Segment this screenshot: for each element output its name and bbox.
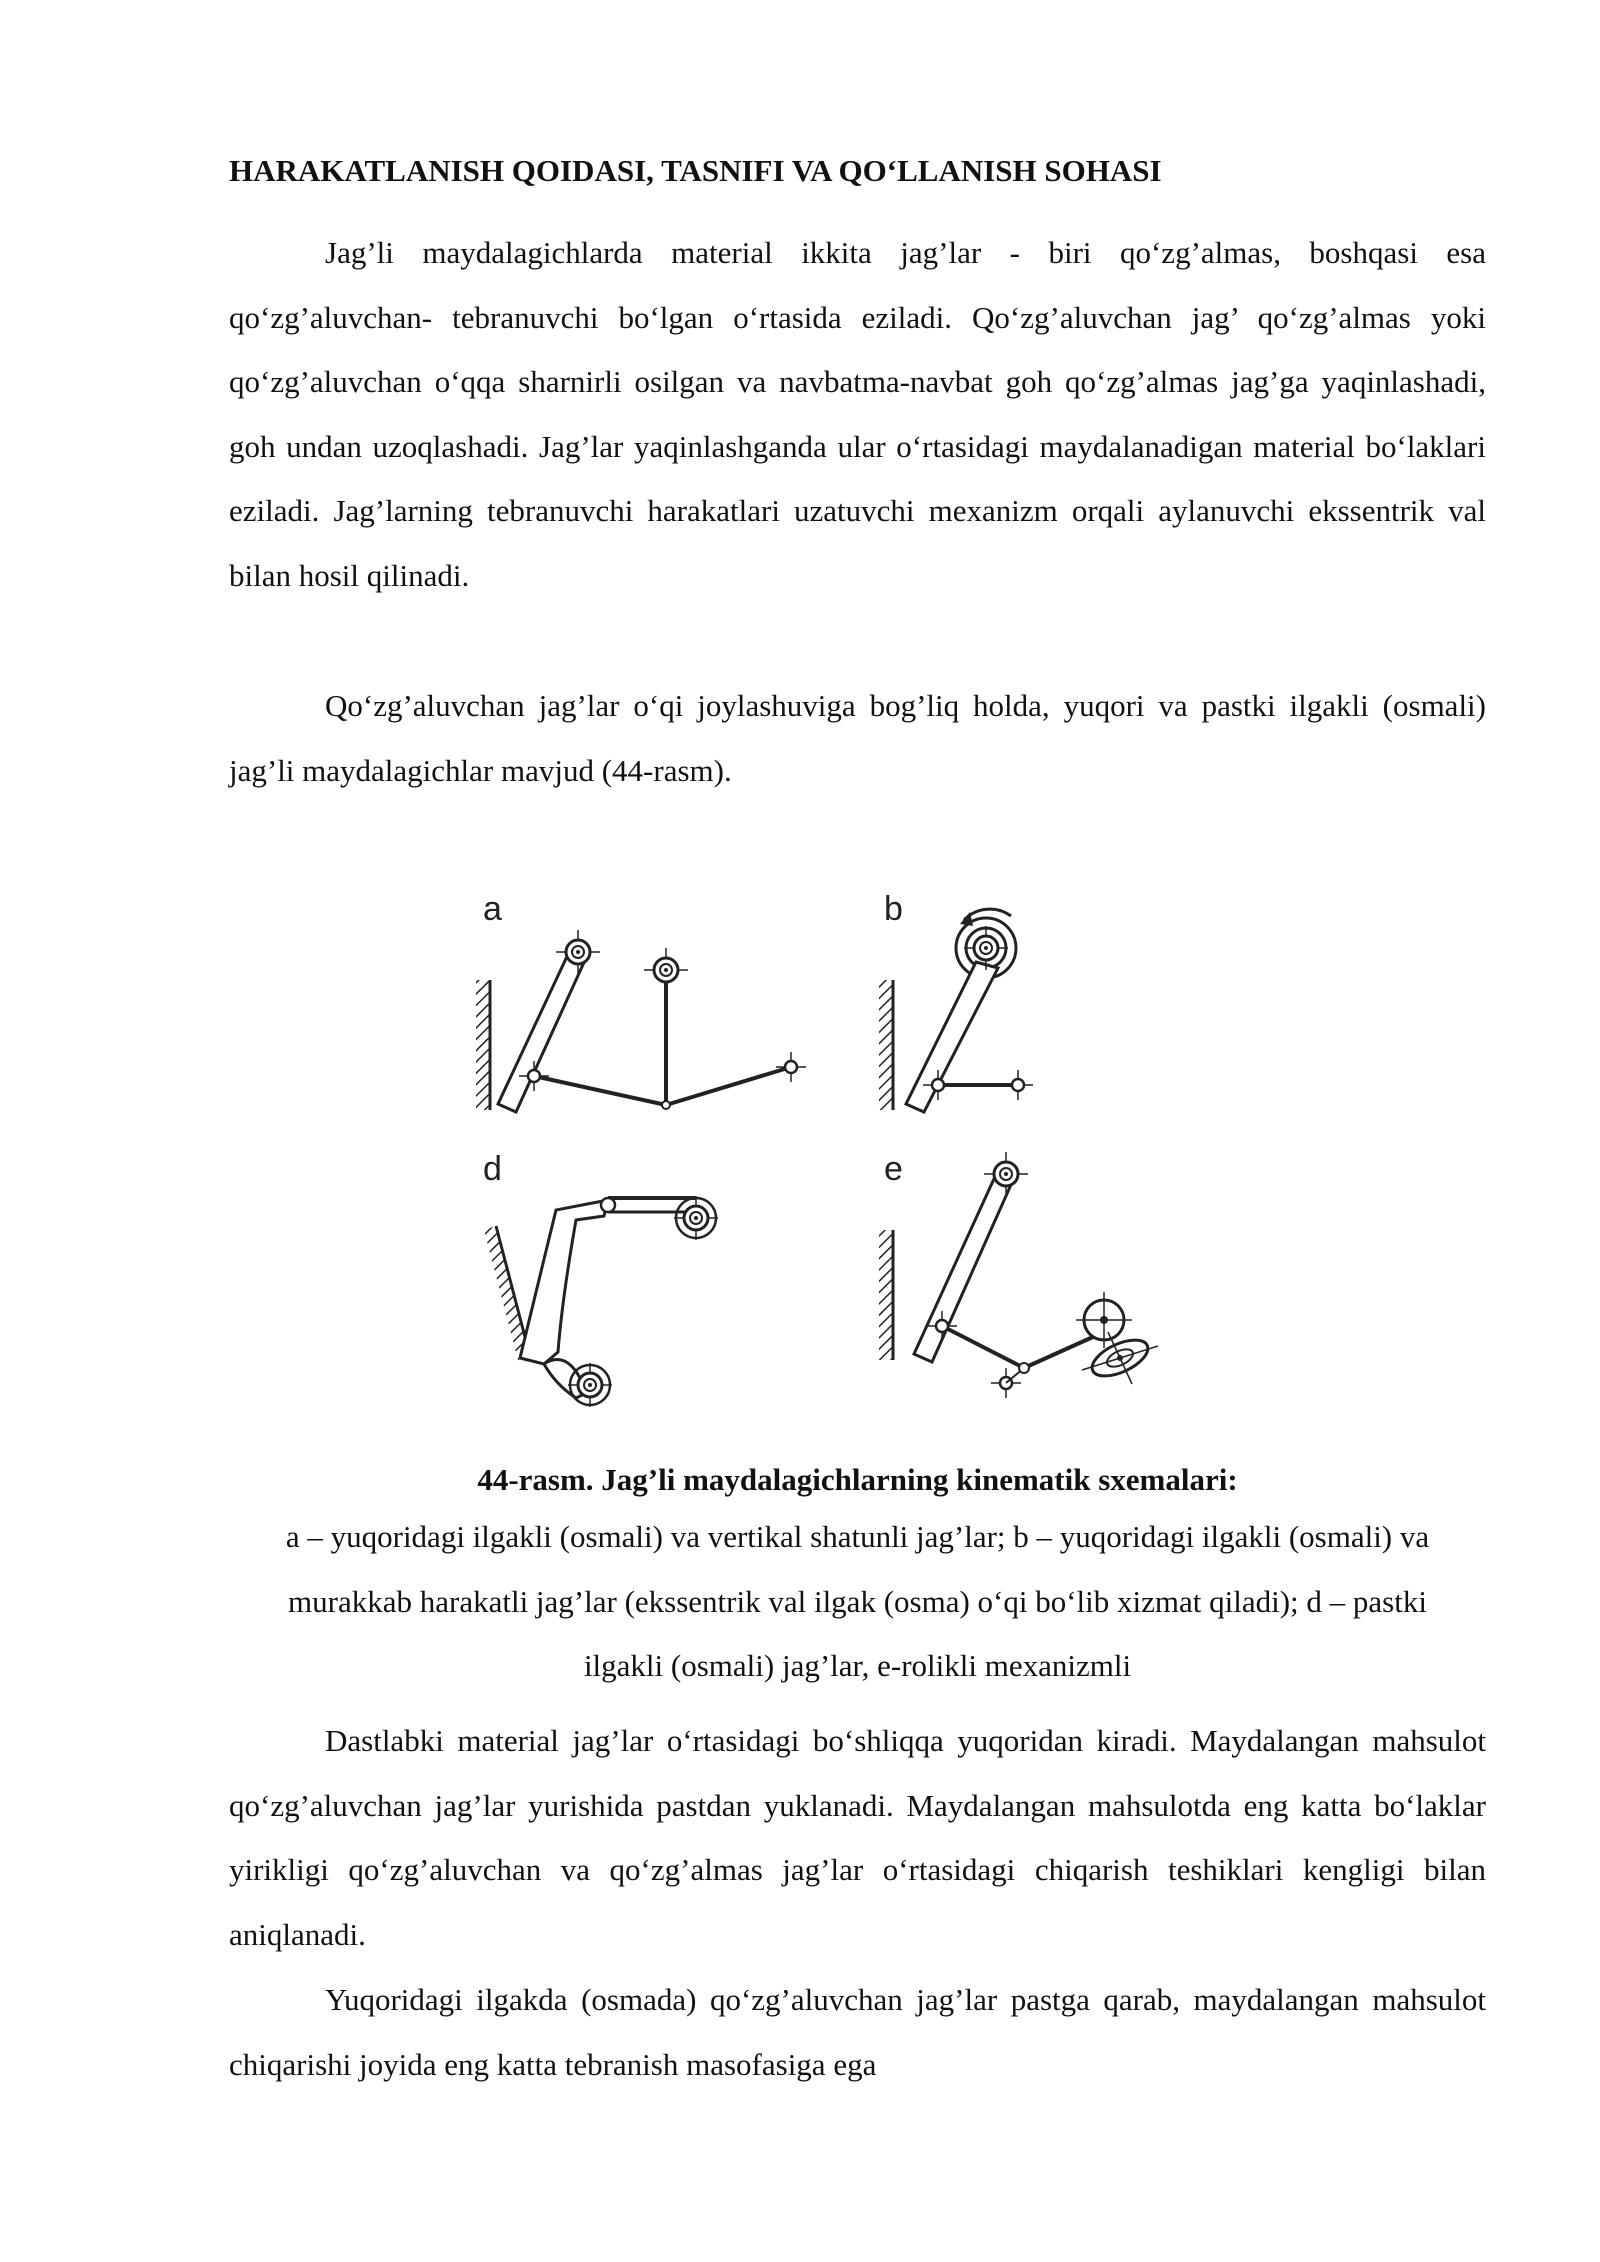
scheme-d [483, 1150, 718, 1407]
label-a: a [483, 890, 502, 928]
caption-text: a – yuqoridagi ilgakli (osmali) va vertikal shatunli jag’lar; b – yuqoridagi ilgakli (osmali) va murakkab harakatli jag’lar (ekssentrik val ilgak (osma) o‘qi bo‘lib xizmat qiladi); d – pastki ilgakli (osmali) jag’lar, e-rolikli mexanizmli [285, 1519, 1430, 1683]
section-heading: HARAKATLANISH QOIDASI, TASNIFI VA QO‘LLANISH SOHASI [229, 153, 1162, 188]
scheme-e [879, 1150, 1158, 1398]
kinematic-schemes-figure [476, 880, 1256, 1435]
scheme-a [476, 890, 806, 1112]
paragraph-4: Yuqoridagi ilgakda (osmada) qo‘zg’aluvchan jag’lar pastga qarab, maydalangan mahsulot chiqarishi joyida eng katta tebranish masofasiga ega [229, 1982, 1486, 2082]
scheme-b [879, 890, 1033, 1112]
caption-title: 44-rasm. Jag’li maydalagichlarning kinematik sxemalari: [477, 1462, 1238, 1497]
figure-drawing [476, 880, 1256, 1435]
paragraph-2: Qo‘zg’aluvchan jag’lar o‘qi joylashuviga bog’liq holda, yuqori va pastki ilgakli (osmali) jag’li maydalagichlar mavjud (44-rasm). [229, 688, 1486, 788]
label-e: e [884, 1150, 903, 1188]
figure-caption [229, 1455, 1486, 1699]
paragraph-3: Dastlabki material jag’lar o‘rtasidagi bo‘shliqqa yuqoridan kiradi. Maydalangan mahsulot qo‘zg’aluvchan jag’lar yurishida pastdan yuklanadi. Maydalangan mahsulotda eng katta bo‘laklar yirikligi qo‘zg’aluvchan va qo‘zg’almas jag’lar o‘rtasidagi chiqarish teshiklari kengligi bilan aniqlanadi. [229, 1723, 1486, 1952]
label-b: b [884, 890, 903, 928]
paragraph-1: Jag’li maydalagichlarda material ikkita jag’lar - biri qo‘zg’almas, boshqasi esa qo‘zg’aluvchan- tebranuvchi bo‘lgan o‘rtasida eziladi. Qo‘zg’aluvchan jag’ qo‘zg’almas yoki qo‘zg’aluvchan o‘qqa sharnirli osilgan va navbatma-navbat goh qo‘zg’almas jag’ga yaqinlashadi, goh undan uzoqlashadi. Jag’lar yaqinlashganda ular o‘rtasidagi maydalanadigan material bo‘laklari eziladi. Jag’larning tebranuvchi harakatlari uzatuvchi mexanizm orqali aylanuvchi ekssentrik val bilan hosil qilinadi. [229, 235, 1486, 593]
label-d: d [483, 1150, 502, 1188]
